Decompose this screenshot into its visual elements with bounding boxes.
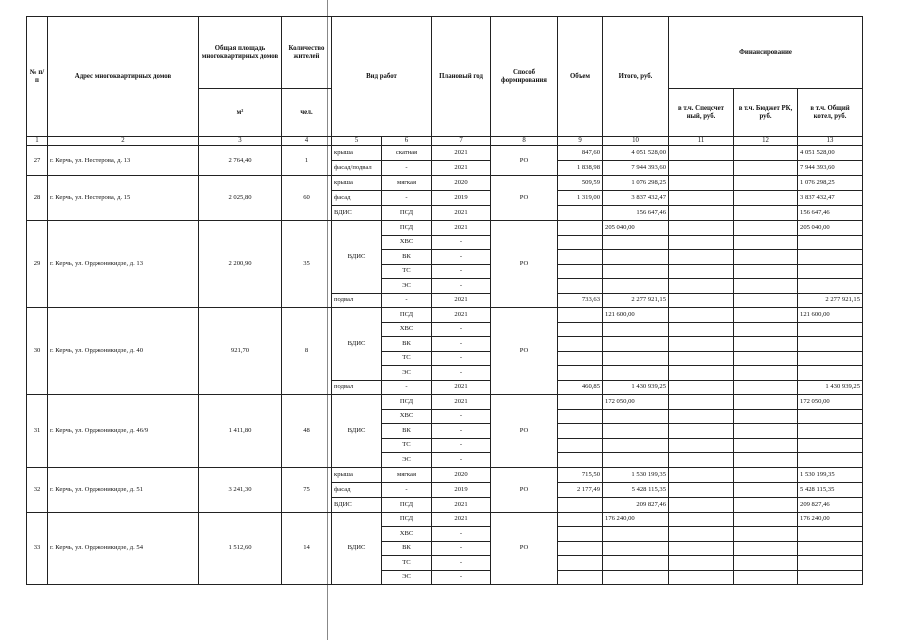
plan-year-cell: 2021 (432, 161, 491, 176)
table-row (27, 395, 863, 410)
work-subtype-cell: ПСД (382, 206, 432, 221)
header-total: Итого, руб. (603, 17, 669, 137)
column-number: 4 (282, 137, 332, 146)
table-row (27, 308, 863, 323)
residents-cell: 60 (282, 176, 332, 221)
plan-year-cell: - (432, 541, 491, 556)
spec-cell (669, 556, 734, 571)
total-cell: 7 944 393,60 (603, 161, 669, 176)
work-subtype-cell: ТС (382, 264, 432, 279)
plan-year-cell: - (432, 438, 491, 453)
budget-cell (734, 366, 798, 381)
address-cell: г. Керчь, ул. Орджоникидзе, д. 40 (48, 308, 199, 395)
common-cell: 7 944 393,60 (798, 161, 863, 176)
residents-cell: 8 (282, 308, 332, 395)
method-cell: РО (491, 308, 558, 395)
budget-cell (734, 380, 798, 395)
row-number: 33 (27, 512, 48, 585)
volume-cell (558, 512, 603, 527)
work-subtype-cell: ВК (382, 424, 432, 439)
total-cell (603, 541, 669, 556)
work-subtype-cell: ЭС (382, 279, 432, 294)
plan-year-cell: - (432, 556, 491, 571)
work-subtype-cell: мягкая (382, 176, 432, 191)
budget-cell (734, 308, 798, 323)
total-cell (603, 527, 669, 542)
budget-cell (734, 206, 798, 221)
budget-cell (734, 176, 798, 191)
common-cell (798, 438, 863, 453)
plan-year-cell: 2021 (432, 146, 491, 161)
spec-cell (669, 176, 734, 191)
total-cell (603, 337, 669, 352)
total-cell: 5 428 115,35 (603, 482, 669, 497)
budget-cell (734, 453, 798, 468)
plan-year-cell: - (432, 453, 491, 468)
volume-cell: 847,60 (558, 146, 603, 161)
total-cell (603, 424, 669, 439)
table-row (27, 176, 863, 191)
work-type-cell: подвал (332, 380, 382, 395)
column-number: 7 (432, 137, 491, 146)
column-number: 6 (382, 137, 432, 146)
header-work-type: Вид работ (332, 17, 432, 137)
total-cell (603, 264, 669, 279)
work-subtype-cell: ХВС (382, 235, 432, 250)
table-body (27, 146, 863, 585)
spec-cell (669, 541, 734, 556)
row-number: 32 (27, 467, 48, 512)
total-cell: 3 837 432,47 (603, 191, 669, 206)
common-cell (798, 424, 863, 439)
spec-cell (669, 351, 734, 366)
common-cell: 5 428 115,35 (798, 482, 863, 497)
budget-cell (734, 409, 798, 424)
residents-cell: 35 (282, 221, 332, 308)
column-number: 11 (669, 137, 734, 146)
column-number: 1 (27, 137, 48, 146)
volume-cell (558, 351, 603, 366)
budget-cell (734, 161, 798, 176)
volume-cell: 1 319,00 (558, 191, 603, 206)
work-type-cell: ВДИС (332, 308, 382, 381)
spec-cell (669, 308, 734, 323)
area-cell: 2 025,80 (199, 176, 282, 221)
plan-year-cell: - (432, 264, 491, 279)
volume-cell (558, 250, 603, 265)
work-subtype-cell: - (382, 482, 432, 497)
volume-cell: 733,63 (558, 293, 603, 308)
budget-cell (734, 556, 798, 571)
column-number-row (27, 137, 863, 146)
spec-cell (669, 161, 734, 176)
work-type-cell: ВДИС (332, 206, 382, 221)
header-unit-people: чел. (282, 89, 332, 137)
plan-year-cell: - (432, 279, 491, 294)
work-type-cell: фасад (332, 482, 382, 497)
address-cell: г. Керчь, ул. Орджоникидзе, д. 46/9 (48, 395, 199, 468)
spec-cell (669, 146, 734, 161)
total-cell (603, 322, 669, 337)
common-cell: 2 277 921,15 (798, 293, 863, 308)
work-subtype-cell: ЭС (382, 366, 432, 381)
spec-cell (669, 453, 734, 468)
budget-cell (734, 250, 798, 265)
address-cell: г. Керчь, ул. Орджоникидзе, д. 13 (48, 221, 199, 308)
volume-cell: 1 838,98 (558, 161, 603, 176)
work-type-cell: ВДИС (332, 497, 382, 512)
plan-year-cell: 2021 (432, 293, 491, 308)
common-cell (798, 337, 863, 352)
common-cell (798, 351, 863, 366)
budget-cell (734, 424, 798, 439)
common-cell (798, 409, 863, 424)
column-number: 8 (491, 137, 558, 146)
volume-cell (558, 424, 603, 439)
address-cell: г. Керчь, ул. Нестерова, д. 15 (48, 176, 199, 221)
total-cell (603, 409, 669, 424)
total-cell: 176 240,00 (603, 512, 669, 527)
work-subtype-cell: - (382, 161, 432, 176)
plan-year-cell: 2021 (432, 497, 491, 512)
common-cell: 156 647,46 (798, 206, 863, 221)
area-cell: 921,70 (199, 308, 282, 395)
spec-cell (669, 497, 734, 512)
work-subtype-cell: ПСД (382, 512, 432, 527)
work-type-cell: фасад (332, 191, 382, 206)
volume-cell (558, 308, 603, 323)
total-cell: 209 827,46 (603, 497, 669, 512)
common-cell: 1 430 939,25 (798, 380, 863, 395)
spec-cell (669, 409, 734, 424)
address-cell: г. Керчь, ул. Орджоникидзе, д. 51 (48, 467, 199, 512)
header-financing: Финансирование (669, 17, 863, 89)
header-common: в т.ч. Общий котел, руб. (798, 89, 863, 137)
common-cell: 1 076 298,25 (798, 176, 863, 191)
work-subtype-cell: - (382, 293, 432, 308)
column-number: 13 (798, 137, 863, 146)
budget-cell (734, 322, 798, 337)
budget-cell (734, 235, 798, 250)
volume-cell: 460,85 (558, 380, 603, 395)
spec-cell (669, 293, 734, 308)
spec-cell (669, 395, 734, 410)
header-budget: в т.ч. Бюджет РК, руб. (734, 89, 798, 137)
work-subtype-cell: ХВС (382, 322, 432, 337)
header-residents: Количество жителей (282, 17, 332, 89)
common-cell (798, 527, 863, 542)
spec-cell (669, 322, 734, 337)
residents-cell: 1 (282, 146, 332, 176)
budget-cell (734, 146, 798, 161)
header-area: Общая площадь многоквартирных домов (199, 17, 282, 89)
plan-year-cell: 2020 (432, 176, 491, 191)
plan-year-cell: 2021 (432, 308, 491, 323)
budget-cell (734, 221, 798, 236)
work-subtype-cell: ХВС (382, 527, 432, 542)
spec-cell (669, 264, 734, 279)
table-row (27, 512, 863, 527)
work-subtype-cell: скатная (382, 146, 432, 161)
total-cell (603, 570, 669, 585)
budget-cell (734, 293, 798, 308)
plan-year-cell: - (432, 366, 491, 381)
common-cell (798, 279, 863, 294)
work-subtype-cell: ВК (382, 250, 432, 265)
plan-year-cell: - (432, 527, 491, 542)
spec-cell (669, 482, 734, 497)
plan-year-cell: - (432, 351, 491, 366)
spec-cell (669, 380, 734, 395)
common-cell (798, 235, 863, 250)
plan-year-cell: 2021 (432, 512, 491, 527)
method-cell: РО (491, 512, 558, 585)
residents-cell: 48 (282, 395, 332, 468)
volume-cell (558, 206, 603, 221)
common-cell: 205 040,00 (798, 221, 863, 236)
volume-cell (558, 235, 603, 250)
total-cell (603, 366, 669, 381)
budget-cell (734, 279, 798, 294)
work-type-cell: фасад/подвал (332, 161, 382, 176)
work-subtype-cell: ТС (382, 438, 432, 453)
total-cell: 121 600,00 (603, 308, 669, 323)
common-cell: 121 600,00 (798, 308, 863, 323)
volume-cell (558, 264, 603, 279)
total-cell: 4 051 528,00 (603, 146, 669, 161)
plan-year-cell: 2021 (432, 221, 491, 236)
spec-cell (669, 337, 734, 352)
work-subtype-cell: ПСД (382, 308, 432, 323)
work-type-cell: крыша (332, 467, 382, 482)
budget-cell (734, 497, 798, 512)
volume-cell (558, 497, 603, 512)
work-subtype-cell: - (382, 191, 432, 206)
header-plan-year: Плановый год (432, 17, 491, 137)
total-cell: 2 277 921,15 (603, 293, 669, 308)
row-number: 30 (27, 308, 48, 395)
spec-cell (669, 527, 734, 542)
method-cell: РО (491, 146, 558, 176)
plan-year-cell: 2021 (432, 380, 491, 395)
work-subtype-cell: мягкая (382, 467, 432, 482)
volume-cell (558, 337, 603, 352)
total-cell: 1 430 939,25 (603, 380, 669, 395)
spec-cell (669, 438, 734, 453)
spec-cell (669, 424, 734, 439)
budget-cell (734, 395, 798, 410)
residents-cell: 14 (282, 512, 332, 585)
common-cell: 3 837 432,47 (798, 191, 863, 206)
volume-cell (558, 570, 603, 585)
budget-cell (734, 264, 798, 279)
total-cell (603, 438, 669, 453)
plan-year-cell: - (432, 570, 491, 585)
capital-repair-table (26, 16, 863, 585)
volume-cell (558, 322, 603, 337)
common-cell (798, 541, 863, 556)
address-cell: г. Керчь, ул. Нестерова, д. 13 (48, 146, 199, 176)
header-unit-area: м² (199, 89, 282, 137)
volume-cell (558, 279, 603, 294)
spec-cell (669, 467, 734, 482)
work-subtype-cell: ПСД (382, 395, 432, 410)
budget-cell (734, 512, 798, 527)
area-cell: 1 411,80 (199, 395, 282, 468)
total-cell (603, 279, 669, 294)
total-cell: 172 050,00 (603, 395, 669, 410)
volume-cell (558, 438, 603, 453)
volume-cell (558, 541, 603, 556)
method-cell: РО (491, 467, 558, 512)
header-volume: Объем (558, 17, 603, 137)
total-cell (603, 235, 669, 250)
column-number: 5 (332, 137, 382, 146)
work-type-cell: крыша (332, 146, 382, 161)
budget-cell (734, 438, 798, 453)
volume-cell: 509,59 (558, 176, 603, 191)
common-cell (798, 250, 863, 265)
address-cell: г. Керчь, ул. Орджоникидзе, д. 54 (48, 512, 199, 585)
volume-cell (558, 556, 603, 571)
work-subtype-cell: ПСД (382, 497, 432, 512)
area-cell: 1 512,60 (199, 512, 282, 585)
work-subtype-cell: ЭС (382, 570, 432, 585)
header-address: Адрес многоквартирных домов (48, 17, 199, 137)
volume-cell: 715,50 (558, 467, 603, 482)
column-number: 2 (48, 137, 199, 146)
spec-cell (669, 206, 734, 221)
method-cell: РО (491, 176, 558, 221)
common-cell (798, 366, 863, 381)
table-row (27, 146, 863, 161)
total-cell (603, 250, 669, 265)
column-number: 9 (558, 137, 603, 146)
common-cell: 1 530 199,35 (798, 467, 863, 482)
plan-year-cell: - (432, 424, 491, 439)
spec-cell (669, 512, 734, 527)
volume-cell (558, 221, 603, 236)
volume-cell (558, 453, 603, 468)
header-no: № п/п (27, 17, 48, 137)
common-cell (798, 453, 863, 468)
residents-cell: 75 (282, 467, 332, 512)
column-number: 3 (199, 137, 282, 146)
table-row (27, 221, 863, 236)
spec-cell (669, 279, 734, 294)
common-cell: 4 051 528,00 (798, 146, 863, 161)
total-cell: 156 647,46 (603, 206, 669, 221)
spec-cell (669, 570, 734, 585)
work-type-cell: ВДИС (332, 512, 382, 585)
budget-cell (734, 467, 798, 482)
plan-year-cell: - (432, 250, 491, 265)
row-number: 27 (27, 146, 48, 176)
method-cell: РО (491, 221, 558, 308)
plan-year-cell: - (432, 409, 491, 424)
work-type-cell: крыша (332, 176, 382, 191)
budget-cell (734, 191, 798, 206)
work-subtype-cell: ХВС (382, 409, 432, 424)
common-cell: 176 240,00 (798, 512, 863, 527)
budget-cell (734, 337, 798, 352)
work-subtype-cell: ПСД (382, 221, 432, 236)
work-type-cell: ВДИС (332, 221, 382, 294)
common-cell: 209 827,46 (798, 497, 863, 512)
work-subtype-cell: ТС (382, 351, 432, 366)
area-cell: 2 200,90 (199, 221, 282, 308)
total-cell (603, 351, 669, 366)
row-number: 29 (27, 221, 48, 308)
volume-cell (558, 395, 603, 410)
total-cell (603, 556, 669, 571)
common-cell (798, 570, 863, 585)
column-number: 10 (603, 137, 669, 146)
spec-cell (669, 250, 734, 265)
row-number: 31 (27, 395, 48, 468)
total-cell: 1 076 298,25 (603, 176, 669, 191)
work-subtype-cell: ТС (382, 556, 432, 571)
work-subtype-cell: ВК (382, 337, 432, 352)
common-cell (798, 322, 863, 337)
header-method: Способ формирования (491, 17, 558, 137)
budget-cell (734, 351, 798, 366)
area-cell: 3 241,30 (199, 467, 282, 512)
plan-year-cell: 2020 (432, 467, 491, 482)
plan-year-cell: 2021 (432, 206, 491, 221)
method-cell: РО (491, 395, 558, 468)
work-type-cell: подвал (332, 293, 382, 308)
plan-year-cell: 2019 (432, 191, 491, 206)
common-cell (798, 556, 863, 571)
header-spec: в т.ч. Спецсчет ный, руб. (669, 89, 734, 137)
work-subtype-cell: - (382, 380, 432, 395)
volume-cell (558, 527, 603, 542)
plan-year-cell: 2021 (432, 395, 491, 410)
total-cell: 205 040,00 (603, 221, 669, 236)
volume-cell (558, 366, 603, 381)
work-subtype-cell: ВК (382, 541, 432, 556)
budget-cell (734, 482, 798, 497)
work-type-cell: ВДИС (332, 395, 382, 468)
budget-cell (734, 570, 798, 585)
spec-cell (669, 366, 734, 381)
total-cell: 1 530 199,35 (603, 467, 669, 482)
volume-cell: 2 177,49 (558, 482, 603, 497)
plan-year-cell: - (432, 235, 491, 250)
volume-cell (558, 409, 603, 424)
plan-year-cell: - (432, 322, 491, 337)
plan-year-cell: - (432, 337, 491, 352)
table-row (27, 467, 863, 482)
work-subtype-cell: ЭС (382, 453, 432, 468)
row-number: 28 (27, 176, 48, 221)
budget-cell (734, 527, 798, 542)
common-cell: 172 050,00 (798, 395, 863, 410)
spec-cell (669, 235, 734, 250)
total-cell (603, 453, 669, 468)
plan-year-cell: 2019 (432, 482, 491, 497)
column-number: 12 (734, 137, 798, 146)
area-cell: 2 764,40 (199, 146, 282, 176)
common-cell (798, 264, 863, 279)
spec-cell (669, 191, 734, 206)
spec-cell (669, 221, 734, 236)
budget-cell (734, 541, 798, 556)
